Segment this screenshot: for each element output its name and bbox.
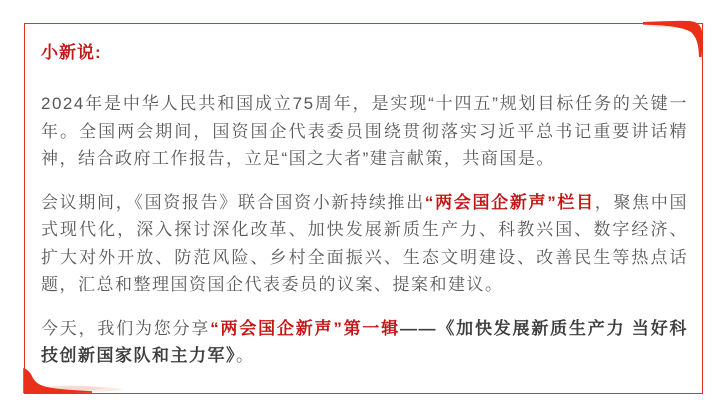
text-segment: 。 bbox=[236, 346, 255, 365]
text-segment: 2024年是中华人民共和国成立75周年，是实现“十四五”规划目标任务的关键一年。全国两会期间，国资国企代表委员围绕贯彻落实习近平总书记重要讲话精神，结合政府工作报告，立足“国之大者”建言献策，共商国是。 bbox=[41, 94, 688, 168]
text-segment: “两会国企新声”栏目 bbox=[424, 192, 595, 212]
text-segment: 今天，我们为您分享 bbox=[41, 318, 211, 338]
article-body bbox=[41, 90, 688, 370]
paragraph bbox=[41, 90, 688, 173]
text-segment: ——《加快发展新质生产力 当好科技创新国家队和主力军》 bbox=[41, 318, 688, 365]
section-title: 小新说: bbox=[41, 43, 102, 62]
text-segment: ，聚焦中国式现代化，深入探讨深化改革、加快发展新质生产力、科教兴国、数字经济、扩大对外开放、防范风险、乡村全面振兴、生态文明建设、改善民生等热点话题，汇总和整理国资国企代表委员的议案、提案和建议。 bbox=[41, 192, 689, 294]
paragraph bbox=[41, 189, 688, 299]
text-segment: 会议期间，《国资报告》联合国资小新持续推出 bbox=[41, 192, 425, 212]
text-segment: “两会国企新声”第一辑 bbox=[210, 318, 401, 338]
article-card bbox=[24, 23, 703, 394]
paragraph bbox=[41, 315, 688, 370]
